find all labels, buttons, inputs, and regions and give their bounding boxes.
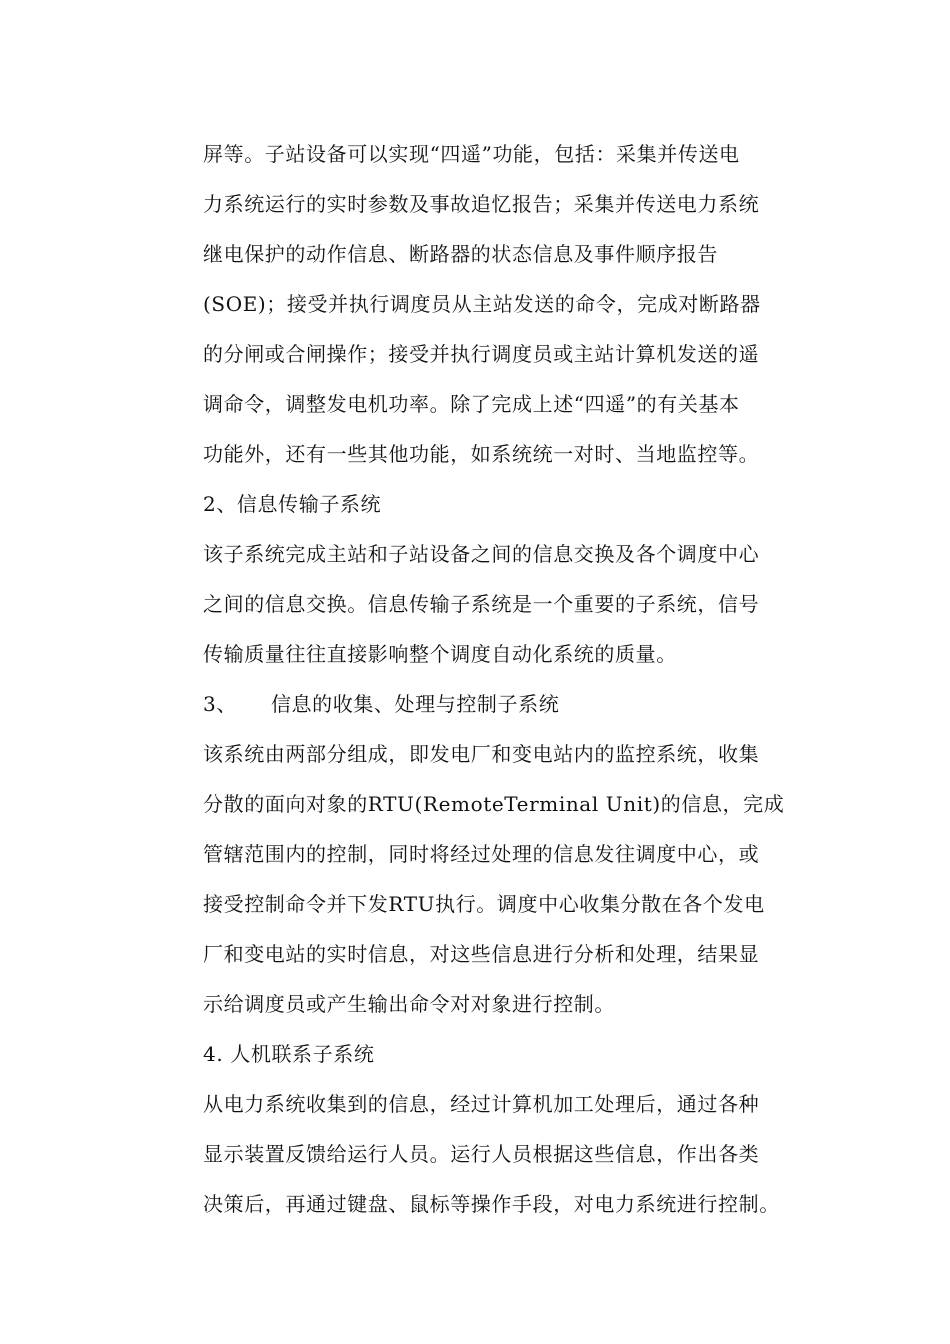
section-heading-4: 4. 人机联系子系统 [203, 1042, 375, 1066]
paragraph-line: 管辖范围内的控制，同时将经过处理的信息发往调度中心，或 [203, 842, 760, 866]
section-title-3: 信息的收集、处理与控制子系统 [270, 692, 560, 716]
paragraph-line: (SOE)；接受并执行调度员从主站发送的命令，完成对断路器 [203, 292, 761, 316]
paragraph-line: 调命令，调整发电机功率。除了完成上述“四遥”的有关基本 [203, 392, 740, 416]
paragraph-line: 厂和变电站的实时信息，对这些信息进行分析和处理，结果显 [203, 942, 760, 966]
paragraph-line: 分散的面向对象的RTU(RemoteTerminal Unit)的信息，完成 [203, 792, 785, 816]
paragraph-line: 该系统由两部分组成，即发电厂和变电站内的监控系统，收集 [203, 742, 760, 766]
paragraph-line: 的分闸或合闸操作；接受并执行调度员或主站计算机发送的遥 [203, 342, 760, 366]
paragraph-line: 传输质量往往直接影响整个调度自动化系统的质量。 [203, 642, 677, 666]
paragraph-line: 屏等。子站设备可以实现“四遥”功能，包括：采集并传送电 [203, 142, 740, 166]
paragraph-line: 显示装置反馈给运行人员。运行人员根据这些信息，作出各类 [203, 1142, 760, 1166]
paragraph-line: 接受控制命令并下发RTU执行。调度中心收集分散在各个发电 [203, 892, 765, 916]
paragraph-line: 力系统运行的实时参数及事故追忆报告；采集并传送电力系统 [203, 192, 760, 216]
paragraph-line: 功能外，还有一些其他功能，如系统统一对时、当地监控等。 [203, 442, 760, 466]
document-body [203, 129, 823, 1229]
paragraph-line: 继电保护的动作信息、断路器的状态信息及事件顺序报告 [203, 242, 718, 266]
paragraph-line: 之间的信息交换。信息传输子系统是一个重要的子系统，信号 [203, 592, 760, 616]
paragraph-line: 示给调度员或产生输出命令对对象进行控制。 [203, 992, 615, 1016]
section-number-3: 3、 [203, 692, 237, 716]
paragraph-line: 从电力系统收集到的信息，经过计算机加工处理后，通过各种 [203, 1092, 760, 1116]
section-heading-3 [203, 679, 823, 729]
paragraph-line: 决策后，再通过键盘、鼠标等操作手段，对电力系统进行控制。 [203, 1192, 780, 1216]
section-heading-2: 2、信息传输子系统 [203, 492, 382, 516]
paragraph-line: 该子系统完成主站和子站设备之间的信息交换及各个调度中心 [203, 542, 760, 566]
